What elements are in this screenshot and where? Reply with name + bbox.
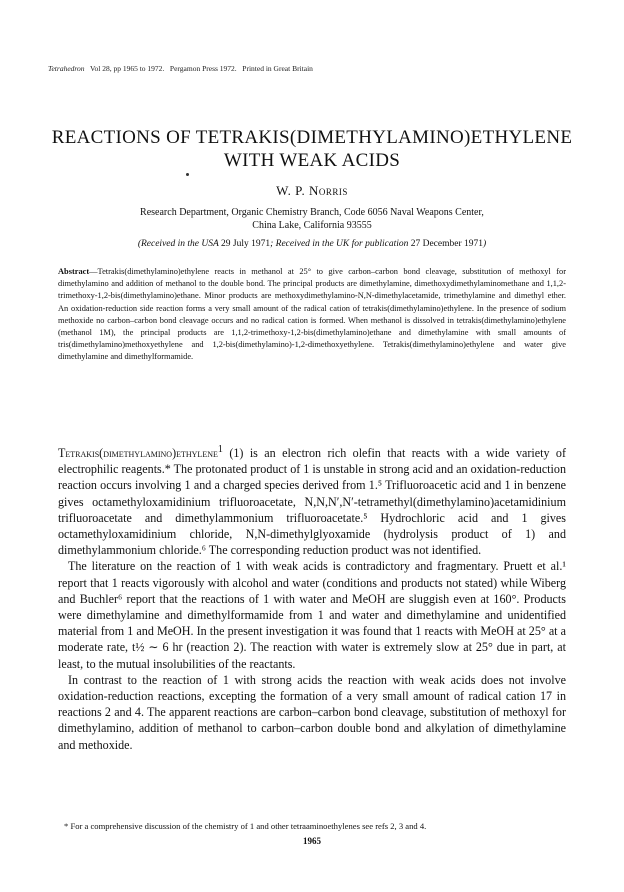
article-body [58, 442, 566, 753]
received-label-2: Received in the UK for publication [275, 239, 409, 249]
paragraph-1-lead: Tetrakis(dimethylamino)ethylene [58, 446, 218, 461]
page-number: 1965 [303, 836, 321, 846]
stray-dot [186, 173, 189, 176]
footnote: * For a comprehensive discussion of the chemistry of 1 and other tetraaminoethylenes see refs 2, 3 and 4. [64, 821, 427, 831]
abstract-text: —Tetrakis(dimethylamino)ethylene reacts in methanol at 25° to give carbon–carbon bond cleavage, substitution of methoxyl for dimethylamino and addition of methanol to the double bond. The principal products are dimethylamine, dimethoxydimethylaminomethane and 1,1,2-trimethoxy-1,2-bis(dimethylamino)ethane. Minor products are methoxydimethylamino-N,N-dimethylacetamide, trimethylamine and dimethyl ether. An oxidation-reduction side reaction forms a very small amount of the radical cation of tetrakis(dimethylamino)ethylene. In the presence of sodium methoxide no carbon–carbon bond cleavage occurs and no radical cation is formed. When methanol is dissolved in tetrakis(dimethylamino)ethylene (methanol 1M), the principal products are 1,1,2-trimethoxy-1,2-bis(dimethylamino)ethane and dimethylamine with small amounts of tris(dimethylamino)methoxyethylene and 1,2-bis(dimethylamino)-1,2-dimethoxyethylene. Tetrakis(dimethylamino)ethylene and water give dimethylamine and dimethylformamide. [58, 267, 566, 362]
affiliation-line-1: Research Department, Organic Chemistry Branch, Code 6056 Naval Weapons Center, [140, 207, 484, 218]
running-header [48, 64, 313, 73]
abstract [58, 266, 566, 364]
affiliation-line-2: China Lake, California 93555 [252, 220, 372, 231]
paragraph-2: The literature on the reaction of 1 with weak acids is contradictory and fragmentary. Pruett et al.¹ report that 1 reacts vigorously with alcohol and water (conditions and products not stated) while Wiberg and Buchler⁶ report that the reactions of 1 with water and MeOH are sluggish even at 160°. Products were dimethylamine and dimethylformamide from 1 and water and dimethylamine and unidentified material from 1 and MeOH. In the present investigation it was found that 1 reacts with MeOH at 25° at a moderate rate, t½ ∼ 6 hr (reaction 2). The reaction with water is extremely slow at 25° due in part, at least, to the mutual insolubilities of the reactants. [58, 559, 566, 671]
printed-info: Printed in Great Britain [242, 64, 313, 73]
received-date-2: 27 December 1971 [410, 239, 483, 249]
title-line-2: WITH WEAK ACIDS [223, 150, 401, 171]
received-dates: (Received in the USA 29 July 1971; Received in the UK for publication 27 December 1971) [137, 239, 487, 249]
paragraph-3: In contrast to the reaction of 1 with strong acids the reaction with weak acids does not involve oxidation-reduction reactions, excepting the formation of a very small amount of radical cation 17 in reactions 2 and 4. The apparent reactions are carbon–carbon bond cleavage, substitution of methoxyl for dimethylamino, addition of methanol to carbon–carbon double bond and alkylation of dimethylamine and methoxide. [58, 672, 566, 752]
publisher-info: Pergamon Press 1972. [169, 64, 237, 73]
author-name: W. P. Norris [276, 183, 348, 198]
received-date-1: 29 July 1971 [221, 239, 271, 249]
affiliation [60, 206, 564, 232]
title-line-1: REACTIONS OF TETRAKIS(DIMETHYLAMINO)ETHYLENE [51, 127, 573, 148]
volume-info: Vol 28, pp 1965 to 1972. [90, 64, 165, 73]
received-label-1: Received in the USA [140, 239, 219, 249]
paragraph-1 [58, 442, 566, 558]
journal-name: Tetrahedron [48, 64, 85, 73]
article-title [0, 126, 624, 172]
paragraph-1-text: (1) is an electron rich olefin that reacts with a wide variety of electrophilic reagents.* The protonated product of 1 is unstable in strong acid and an oxidation-reduction reaction occurs involving 1 and a charged species derived from 1.⁵ Trifluoroacetic acid and 1 in benzene gives octamethyloxamidinium trifluoroacetate, N,N,N′,N′-tetramethyl(dimethylamino)acetamidinium trifluoroacetate and dimethylammonium trifluoroacetate.⁵ Hydrochloric acid and 1 gives octamethyloxamidinium chloride, N,N-dimethylglyoxamide (hydrolysis product of 1) and dimethylammonium chloride.⁶ The corresponding reduction product was not identified. [58, 446, 566, 558]
paragraph-1-sup: 1 [217, 444, 223, 455]
abstract-label: Abstract [58, 267, 90, 276]
